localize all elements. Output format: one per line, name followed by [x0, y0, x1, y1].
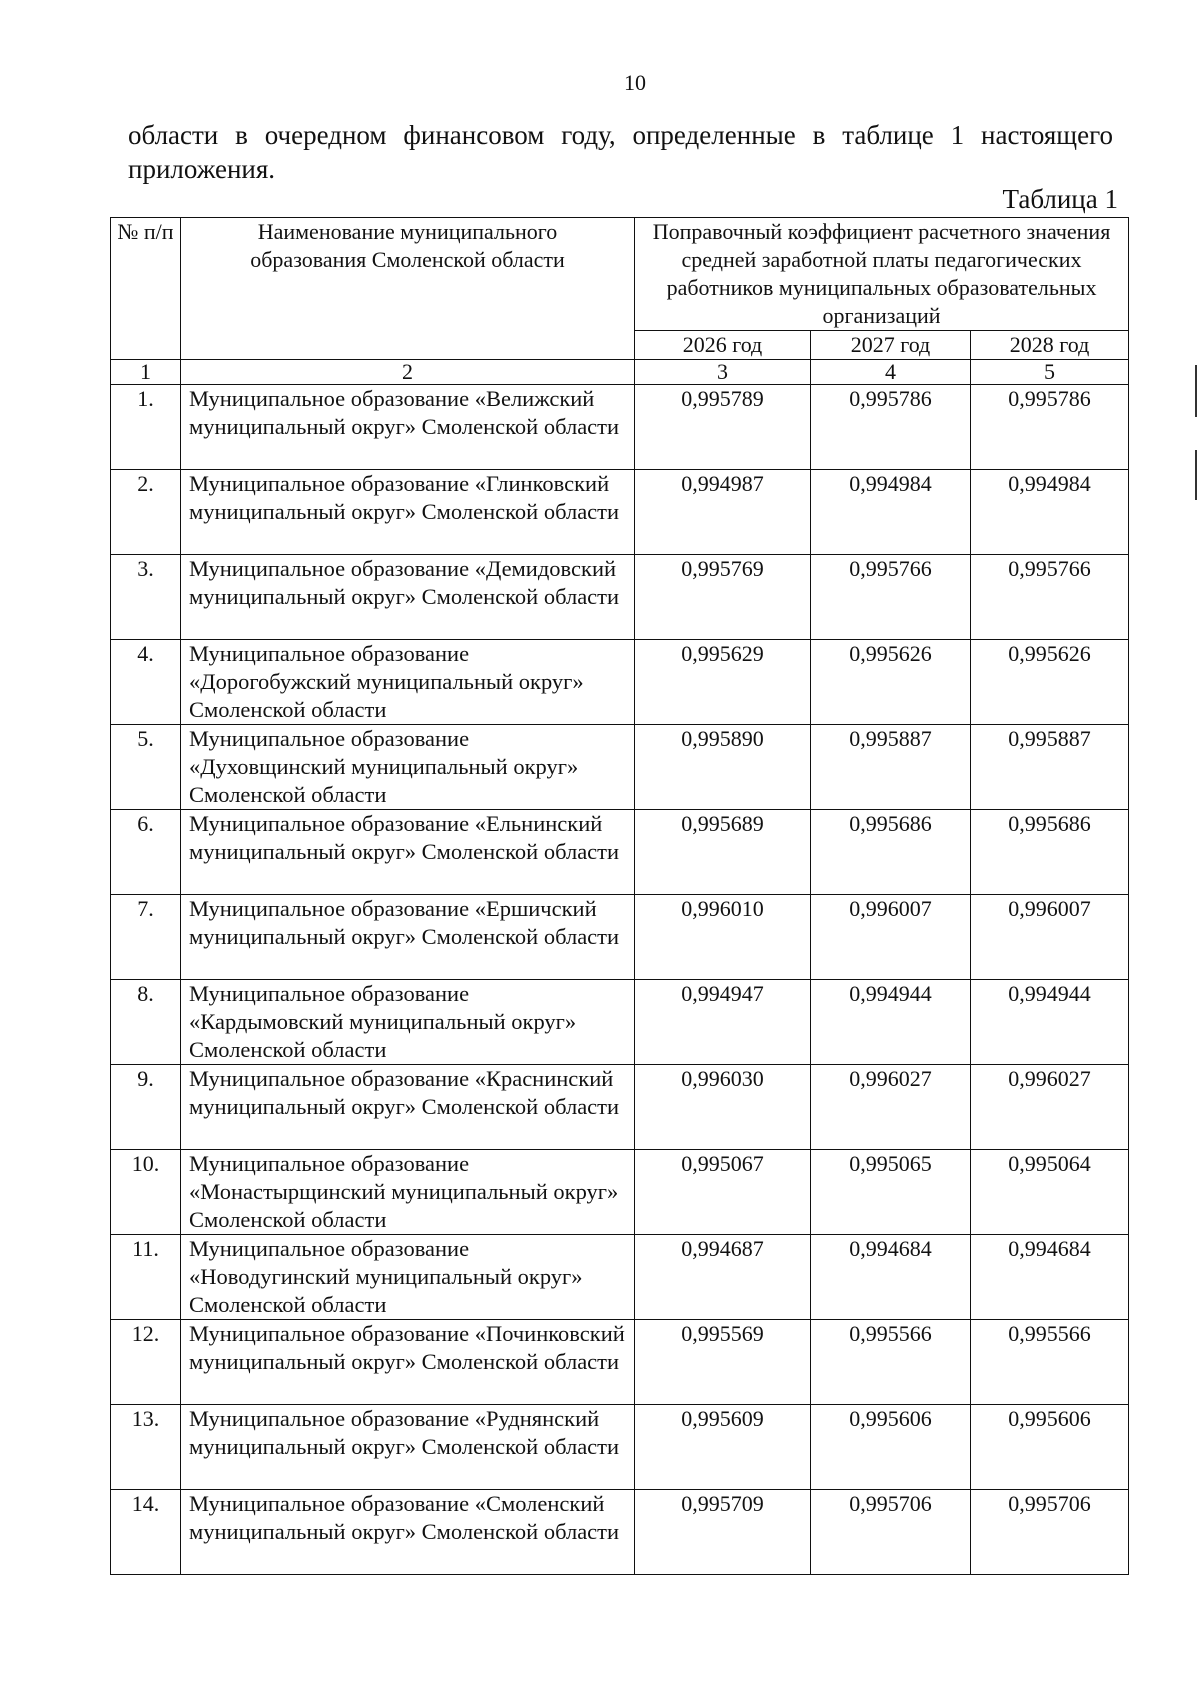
- municipality-name: Муниципальное образование «Краснинский муниципальный округ» Смоленской области: [181, 1065, 635, 1150]
- coefficient-2026: 0,995067: [635, 1150, 811, 1235]
- coefficient-2026: 0,995789: [635, 385, 811, 470]
- coefficient-2027: 0,995686: [811, 810, 971, 895]
- coefficient-2026: 0,995569: [635, 1320, 811, 1405]
- row-number: 8.: [111, 980, 181, 1065]
- coefficient-2027: 0,995606: [811, 1405, 971, 1490]
- column-number-row: [111, 360, 1129, 385]
- table-row: [111, 385, 1129, 470]
- coefficient-2026: 0,996010: [635, 895, 811, 980]
- intro-paragraph: области в очередном финансовом году, определенные в таблице 1 настоящего приложения.: [128, 120, 1113, 184]
- coefficient-2026: 0,994987: [635, 470, 811, 555]
- coefficient-2026: 0,994687: [635, 1235, 811, 1320]
- coefficient-2027: 0,995786: [811, 385, 971, 470]
- coefficient-2026: 0,995629: [635, 640, 811, 725]
- table-row: [111, 1235, 1129, 1320]
- municipality-name: Муниципальное образование «Велижский муниципальный округ» Смоленской области: [181, 385, 635, 470]
- municipality-name: Муниципальное образование «Ершичский муниципальный округ» Смоленской области: [181, 895, 635, 980]
- header-year-2026: 2026 год: [635, 331, 811, 360]
- header-num: № п/п: [111, 218, 181, 360]
- coefficient-2026: 0,994947: [635, 980, 811, 1065]
- coefficient-2026: 0,995890: [635, 725, 811, 810]
- coefficient-2028: 0,995064: [971, 1150, 1129, 1235]
- table-row: [111, 895, 1129, 980]
- coefficient-2028: 0,995887: [971, 725, 1129, 810]
- coefficient-2028: 0,994684: [971, 1235, 1129, 1320]
- page-number: 10: [624, 70, 646, 95]
- municipality-name: Муниципальное образование «Духовщинский муниципальный округ» Смоленской области: [181, 725, 635, 810]
- table-row: [111, 1405, 1129, 1490]
- table-row: [111, 470, 1129, 555]
- municipality-name: Муниципальное образование «Дорогобужский муниципальный округ» Смоленской области: [181, 640, 635, 725]
- table-row: [111, 810, 1129, 895]
- coefficient-2027: 0,995566: [811, 1320, 971, 1405]
- coefficient-2027: 0,995766: [811, 555, 971, 640]
- coefficient-2026: 0,995689: [635, 810, 811, 895]
- coefficient-2027: 0,995706: [811, 1490, 971, 1575]
- coefficient-2026: 0,995609: [635, 1405, 811, 1490]
- row-number: 4.: [111, 640, 181, 725]
- coefficient-2028: 0,995566: [971, 1320, 1129, 1405]
- column-number-3: 3: [635, 360, 811, 385]
- coefficient-2027: 0,995065: [811, 1150, 971, 1235]
- coefficient-2027: 0,994984: [811, 470, 971, 555]
- column-number-2: 2: [181, 360, 635, 385]
- row-number: 3.: [111, 555, 181, 640]
- municipality-name: Муниципальное образование «Монастырщинский муниципальный округ» Смоленской области: [181, 1150, 635, 1235]
- coefficient-2028: 0,995706: [971, 1490, 1129, 1575]
- coefficient-2028: 0,995606: [971, 1405, 1129, 1490]
- coefficient-2028: 0,995626: [971, 640, 1129, 725]
- header-coefficient: Поправочный коэффициент расчетного значения средней заработной платы педагогических работников муниципальных образовательных организаций: [635, 218, 1129, 331]
- coefficient-2027: 0,996027: [811, 1065, 971, 1150]
- table-row: [111, 555, 1129, 640]
- column-number-5: 5: [971, 360, 1129, 385]
- coefficient-2027: 0,995887: [811, 725, 971, 810]
- coefficient-2028: 0,996027: [971, 1065, 1129, 1150]
- coefficient-2027: 0,994944: [811, 980, 971, 1065]
- municipality-name: Муниципальное образование «Кардымовский муниципальный округ» Смоленской области: [181, 980, 635, 1065]
- coefficient-2028: 0,995786: [971, 385, 1129, 470]
- row-number: 7.: [111, 895, 181, 980]
- table-caption: Таблица 1: [1002, 184, 1118, 214]
- header-year-2028: 2028 год: [971, 331, 1129, 360]
- coefficient-2027: 0,995626: [811, 640, 971, 725]
- row-number: 13.: [111, 1405, 181, 1490]
- row-number: 1.: [111, 385, 181, 470]
- scan-edge-mark: [1195, 450, 1197, 500]
- column-number-4: 4: [811, 360, 971, 385]
- coefficient-2028: 0,996007: [971, 895, 1129, 980]
- table-row: [111, 640, 1129, 725]
- table-row: [111, 1150, 1129, 1235]
- header-name: Наименование муниципального образования Смоленской области: [181, 218, 635, 360]
- row-number: 14.: [111, 1490, 181, 1575]
- row-number: 9.: [111, 1065, 181, 1150]
- row-number: 10.: [111, 1150, 181, 1235]
- coefficient-2026: 0,995769: [635, 555, 811, 640]
- municipality-name: Муниципальное образование «Починковский муниципальный округ» Смоленской области: [181, 1320, 635, 1405]
- coefficient-2028: 0,995766: [971, 555, 1129, 640]
- coefficient-2026: 0,995709: [635, 1490, 811, 1575]
- municipality-name: Муниципальное образование «Глинковский муниципальный округ» Смоленской области: [181, 470, 635, 555]
- scan-edge-mark: [1195, 365, 1197, 417]
- table-row: [111, 1065, 1129, 1150]
- row-number: 5.: [111, 725, 181, 810]
- coefficient-2027: 0,996007: [811, 895, 971, 980]
- coefficient-table: [110, 217, 1129, 1575]
- header-year-2027: 2027 год: [811, 331, 971, 360]
- coefficient-2027: 0,994684: [811, 1235, 971, 1320]
- column-number-1: 1: [111, 360, 181, 385]
- municipality-name: Муниципальное образование «Демидовский муниципальный округ» Смоленской области: [181, 555, 635, 640]
- coefficient-2028: 0,994944: [971, 980, 1129, 1065]
- municipality-name: Муниципальное образование «Ельнинский муниципальный округ» Смоленской области: [181, 810, 635, 895]
- table-row: [111, 725, 1129, 810]
- coefficient-2028: 0,994984: [971, 470, 1129, 555]
- row-number: 11.: [111, 1235, 181, 1320]
- municipality-name: Муниципальное образование «Новодугинский муниципальный округ» Смоленской области: [181, 1235, 635, 1320]
- row-number: 12.: [111, 1320, 181, 1405]
- header-row: [111, 218, 1129, 331]
- table-body: [111, 218, 1129, 1575]
- table-row: [111, 980, 1129, 1065]
- table-row: [111, 1490, 1129, 1575]
- row-number: 2.: [111, 470, 181, 555]
- municipality-name: Муниципальное образование «Смоленский муниципальный округ» Смоленской области: [181, 1490, 635, 1575]
- coefficient-2026: 0,996030: [635, 1065, 811, 1150]
- municipality-name: Муниципальное образование «Руднянский муниципальный округ» Смоленской области: [181, 1405, 635, 1490]
- table-row: [111, 1320, 1129, 1405]
- coefficient-2028: 0,995686: [971, 810, 1129, 895]
- row-number: 6.: [111, 810, 181, 895]
